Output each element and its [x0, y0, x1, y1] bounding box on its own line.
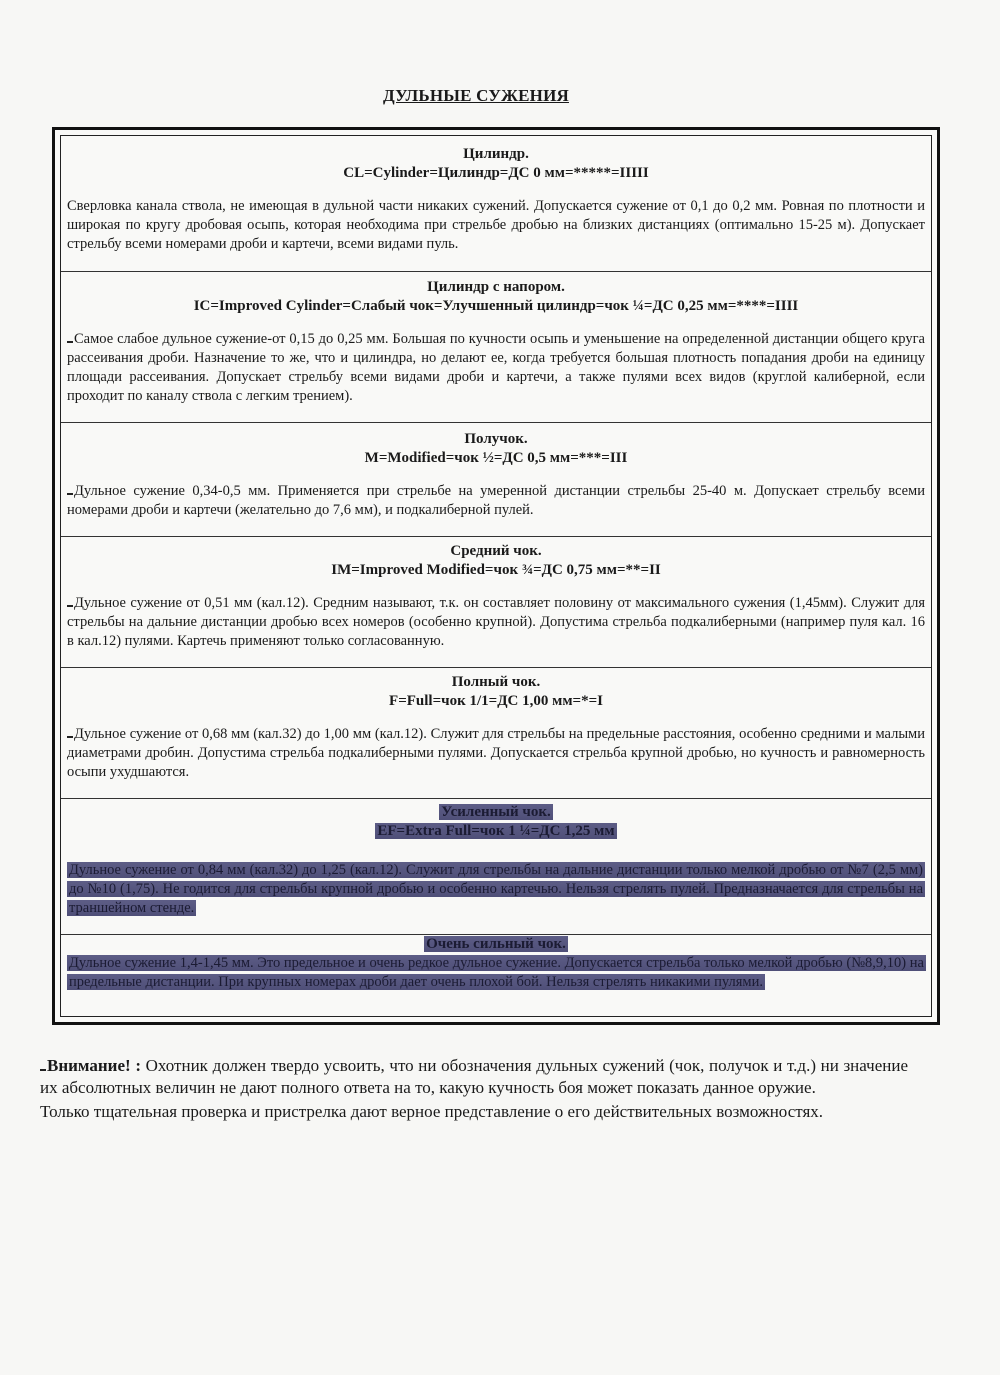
section-text-body: Дульное сужение от 0,68 мм (кал.32) до 1,00 мм (кал.12). Служит для стрельбы на предельные расстояния, особенно средними и малыми диаметрами дробин. Допустима стрельба подкалиберными пулями. Допускается стрельба крупной дробью, но кучность и равномерность осыпи ухудшаются.: [67, 726, 925, 780]
section-heading: [67, 935, 925, 954]
section-extra-full: [61, 799, 931, 935]
section-heading: Цилиндр с напором.: [427, 279, 565, 295]
section-improved-modified: [61, 537, 931, 668]
section-modified: [61, 423, 931, 537]
section-text-body: Самое слабое дульное сужение-от 0,15 до 0,25 мм. Большая по кучности осыпь и уменьшение на определенной дистанции общего круга рассеивания дроби. Назначение то же, что и цилиндра, но делают ее, когда требуется большая плотность попадания дроби на единицу площади рассеивания. Допускает стрельбу всеми видами дроби и картечи, а также пулями всех видов (круглой калиберной, если проходит по каналу ствола с легким трением).: [67, 331, 925, 404]
section-heading: Цилиндр.: [463, 146, 529, 162]
section-code: IM=Improved Modified=чок ¾=ДС 0,75 мм=**=II: [331, 562, 661, 578]
section-code: M=Modified=чок ½=ДС 0,5 мм=***=III: [364, 450, 628, 466]
warning-conclusion: Только тщательная проверка и пристрелка дают верное представление о его действительных возможностях.: [40, 1102, 824, 1121]
choke-table-frame: [52, 127, 940, 1025]
warning-text: Охотник должен твердо усвоить, что ни обозначения дульных сужений (чок, получок и т.д.) ни значение их абсолютных величин не дают полного ответа на то, какую кучность боя может показать данное оружие.: [40, 1056, 908, 1097]
section-code-highlight: EF=Extra Full=чок 1 ¼=ДС 1,25 мм: [377, 823, 615, 839]
section-full: [61, 668, 931, 799]
section-text: [67, 482, 925, 520]
section-very-strong: [61, 935, 931, 1021]
section-heading: Получок.: [464, 431, 528, 447]
section-text: Сверловка канала ствола, не имеющая в дульной части никаких сужений. Допускается сужение от 0,1 до 0,2 мм. Ровная по плотности и широкая по кругу дробовая осыпь, которая необходима при стрельбе дробью на близких дистанциях (оптимально 15-25 м). Допускает стрельбу всеми номерами дроби и картечи, всеми видами пуль.: [67, 198, 925, 252]
choke-table: [60, 135, 932, 1017]
section-heading: Средний чок.: [450, 543, 542, 559]
section-text: [67, 594, 925, 651]
section-text-highlight: Дульное сужение 1,4-1,45 мм. Это предельное и очень редкое дульное сужение. Допускается стрельба только мелкой дробью (№8,9,10) на предельные дистанции. При крупных номерах дроби дает очень плохой бой. Нельзя стрелять никакими пулями.: [69, 955, 924, 990]
section-code: F=Full=чок 1/1=ДС 1,00 мм=*=I: [389, 693, 603, 709]
section-text-highlight: Дульное сужение от 0,84 мм (кал.32) до 1,25 (кал.12). Служит для стрельбы на дальние дистанции только мелкой дробью от №7 (2,5 мм) до №10 (1,75). Не годится для стрельбы крупной дробью и особенно картечью. Нельзя стрелять пулей. Предназначается для стрельбы на траншейном стенде.: [69, 862, 923, 916]
section-code: [67, 822, 925, 841]
warning-label: Внимание! :: [47, 1056, 141, 1075]
section-heading-highlight: Очень сильный чок.: [426, 936, 566, 952]
section-improved-cylinder: [61, 272, 931, 423]
warning-note: [40, 1055, 908, 1123]
section-text-body: Дульное сужение от 0,51 мм (кал.12). Средним называют, т.к. он составляет половину от максимального сужения (1,45мм). Служит для стрельбы на дальние дистанции дробью всех номеров (особенно крупной). Допустима стрельба подкалиберными (например пуля кал. 16 в кал.12) пулями. Картечь применяют только согласованную.: [67, 595, 925, 649]
section-text: [67, 330, 925, 406]
page-title: ДУЛЬНЫЕ СУЖЕНИЯ: [383, 86, 569, 105]
section-heading: [67, 803, 925, 822]
section-text: [67, 725, 925, 782]
warning-paragraph: [40, 1055, 908, 1099]
section-cylinder: [61, 136, 931, 272]
section-code: IC=Improved Cylinder=Слабый чок=Улучшенный цилиндр=чок ¼=ДС 0,25 мм=****=IIII: [193, 298, 799, 314]
section-text: [67, 861, 925, 918]
section-heading-highlight: Усиленный чок.: [441, 804, 551, 820]
section-text: [67, 954, 925, 992]
section-code: CL=Cylinder=Цилиндр=ДС 0 мм=*****=IIIII: [343, 165, 649, 181]
section-heading: Полный чок.: [451, 674, 541, 690]
section-text-body: Дульное сужение 0,34-0,5 мм. Применяется при стрельбе на умеренной дистанции стрельбы 25-40 м. Допускает стрельбу всеми номерами дроби и картечи (желательно до 7,6 мм), и подкалиберной пулей.: [67, 483, 925, 518]
